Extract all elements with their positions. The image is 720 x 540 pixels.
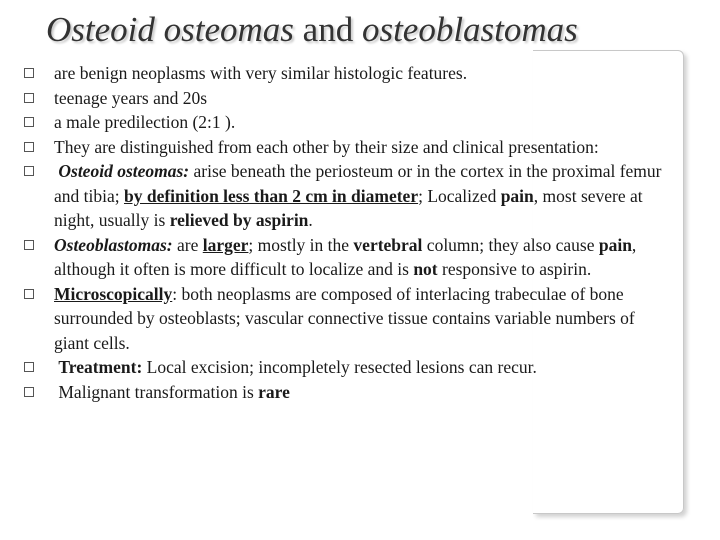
bullet-item: Osteoid osteomas: arise beneath the periosteum or in the cortex in the proximal femur and tibia; by definition less than 2 cm in diameter; Localized pain, most severe at night, usually is relieved by aspirin. [22, 159, 672, 233]
bullet-checkbox-icon [24, 93, 34, 103]
bullet-item: Microscopically: both neoplasms are composed of interlacing trabeculae of bone surrounded by osteoblasts; vascular connective tissue contains variable numbers of giant cells. [22, 282, 672, 356]
bullet-checkbox-icon [24, 240, 34, 250]
bullet-checkbox-icon [24, 68, 34, 78]
bullet-checkbox-icon [24, 166, 34, 176]
bullet-item: teenage years and 20s [22, 86, 672, 111]
slide-title: Osteoid osteomas and osteoblastomas [46, 10, 578, 49]
bullet-item: are benign neoplasms with very similar histologic features. [22, 61, 672, 86]
bullet-checkbox-icon [24, 387, 34, 397]
bullet-item: a male predilection (2:1 ). [22, 110, 672, 135]
bullet-list [22, 61, 672, 404]
bullet-item: Osteoblastomas: are larger; mostly in the vertebral column; they also cause pain, although it often is more difficult to localize and is not responsive to aspirin. [22, 233, 672, 282]
bullet-checkbox-icon [24, 117, 34, 127]
bullet-checkbox-icon [24, 362, 34, 372]
bullet-checkbox-icon [24, 289, 34, 299]
bullet-checkbox-icon [24, 142, 34, 152]
bullet-item: Malignant transformation is rare [22, 380, 672, 405]
bullet-item: Treatment: Local excision; incompletely resected lesions can recur. [22, 355, 672, 380]
bullet-item: They are distinguished from each other by their size and clinical presentation: [22, 135, 672, 160]
